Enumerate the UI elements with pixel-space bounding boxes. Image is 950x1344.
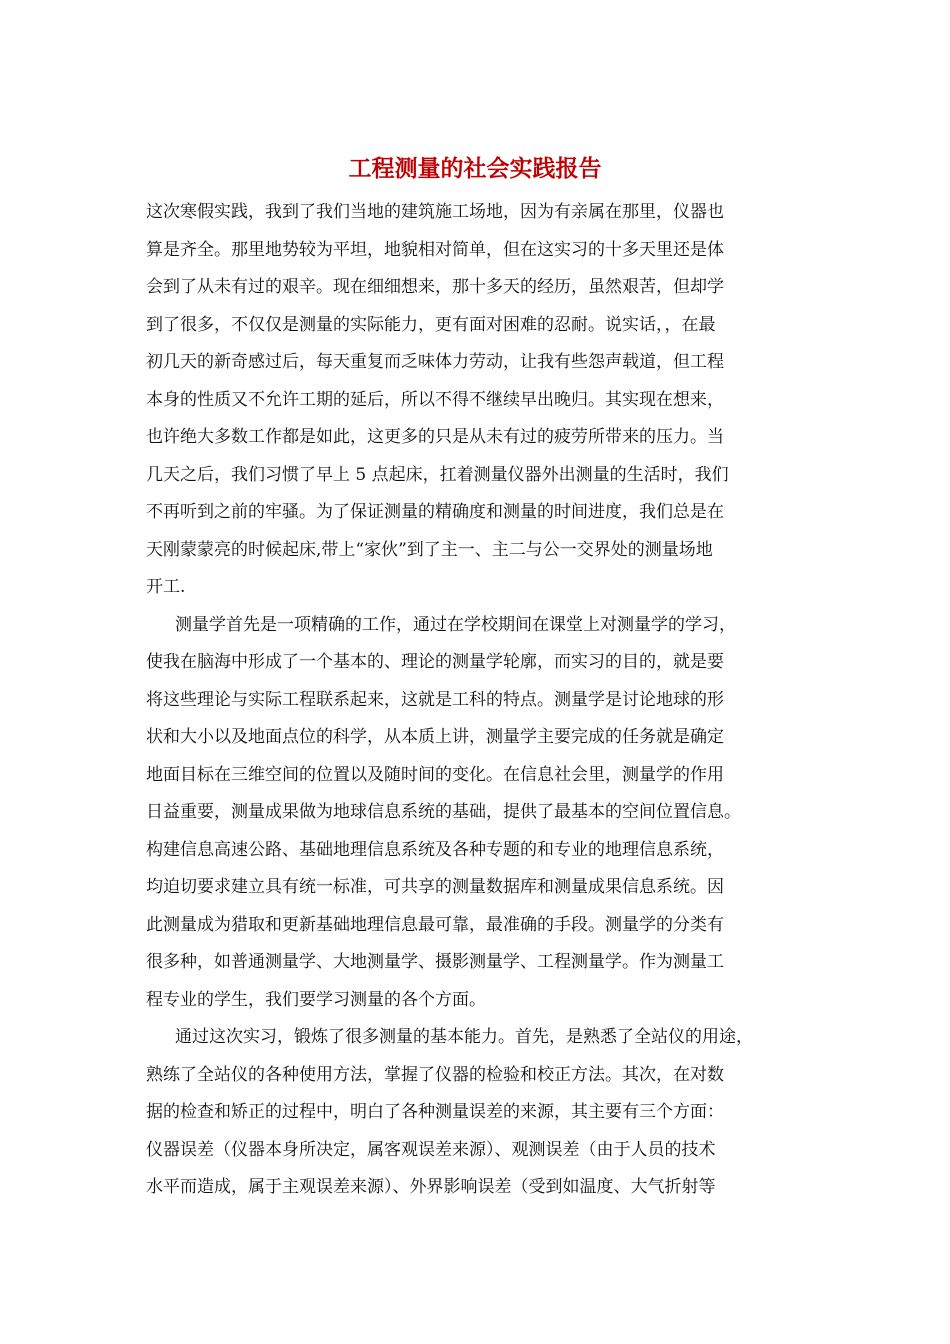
text-line: 测量学首先是一项精确的工作，通过在学校期间在课堂上对测量学的学习， bbox=[175, 614, 736, 635]
text-line: 水平而造成，属于主观误差来源）、外界影响误差（受到如温度、大气折射等 bbox=[146, 1177, 716, 1197]
text-line: 仪器误差（仪器本身所决定，属客观误差来源）、观测误差（由于人员的技术 bbox=[146, 1139, 716, 1160]
document-body bbox=[146, 194, 826, 1207]
text-line: 也许绝大多数工作都是如此，这更多的只是从未有过的疲劳所带来的压力。当 bbox=[146, 427, 724, 447]
text-line: 使我在脑海中形成了一个基本的、理论的测量学轮廓，而实习的目的，就是要 bbox=[146, 652, 724, 672]
text-line: 初几天的新奇感过后，每天重复而乏味体力劳动，让我有些怨声载道，但工程 bbox=[146, 352, 724, 372]
text-line: 开工. bbox=[146, 577, 186, 597]
text-line: 本身的性质又不允许工期的延后，所以不得不继续早出晚归。其实现在想来， bbox=[146, 389, 724, 410]
text-line: 状和大小以及地面点位的科学，从本质上讲，测量学主要完成的任务就是确定 bbox=[146, 727, 724, 747]
document-title: 工程测量的社会实践报告 bbox=[348, 155, 602, 182]
text-line: 据的检查和矫正的过程中，明白了各种测量误差的来源，其主要有三个方面： bbox=[146, 1102, 724, 1122]
text-line: 熟练了全站仪的各种使用方法，掌握了仪器的检验和校正方法。其次，在对数 bbox=[146, 1064, 724, 1085]
text-line: 将这些理论与实际工程联系起来，这就是工科的特点。测量学是讨论地球的形 bbox=[146, 689, 724, 710]
text-line: 不再听到之前的牢骚。为了保证测量的精确度和测量的时间进度，我们总是在 bbox=[146, 502, 724, 522]
text-line: 很多种，如普通测量学、大地测量学、摄影测量学、工程测量学。作为测量工 bbox=[146, 952, 724, 972]
text-line: 几天之后，我们习惯了早上 5 点起床，扛着测量仪器外出测量的生活时，我们 bbox=[146, 464, 729, 485]
text-line: 天刚蒙蒙亮的时候起床,带上“家伙”到了主一、主二与公一交界处的测量场地 bbox=[146, 539, 713, 560]
text-line: 算是齐全。那里地势较为平坦，地貌相对简单，但在这实习的十多天里还是体 bbox=[146, 239, 724, 260]
text-line: 构建信息高速公路、基础地理信息系统及各种专题的和专业的地理信息系统， bbox=[146, 839, 724, 860]
text-line: 此测量成为猎取和更新基础地理信息最可靠，最准确的手段。测量学的分类有 bbox=[146, 914, 724, 935]
text-line: 会到了从未有过的艰辛。现在细细想来，那十多天的经历，虽然艰苦，但却学 bbox=[146, 277, 724, 297]
text-line: 通过这次实习，锻炼了很多测量的基本能力。首先，是熟悉了全站仪的用途， bbox=[175, 1027, 753, 1047]
text-line: 到了很多，不仅仅是测量的实际能力，更有面对困难的忍耐。说实话，，在最 bbox=[146, 314, 716, 335]
text-line: 地面目标在三维空间的位置以及随时间的变化。在信息社会里，测量学的作用 bbox=[146, 764, 724, 785]
text-line: 这次寒假实践，我到了我们当地的建筑施工场地，因为有亲属在那里，仪器也 bbox=[146, 202, 724, 222]
text-line: 均迫切要求建立具有统一标准，可共享的测量数据库和测量成果信息系统。因 bbox=[146, 877, 724, 897]
text-line: 程专业的学生，我们要学习测量的各个方面。 bbox=[146, 989, 486, 1010]
text-line: 日益重要，测量成果做为地球信息系统的基础，提供了最基本的空间位置信息。 bbox=[146, 802, 741, 822]
